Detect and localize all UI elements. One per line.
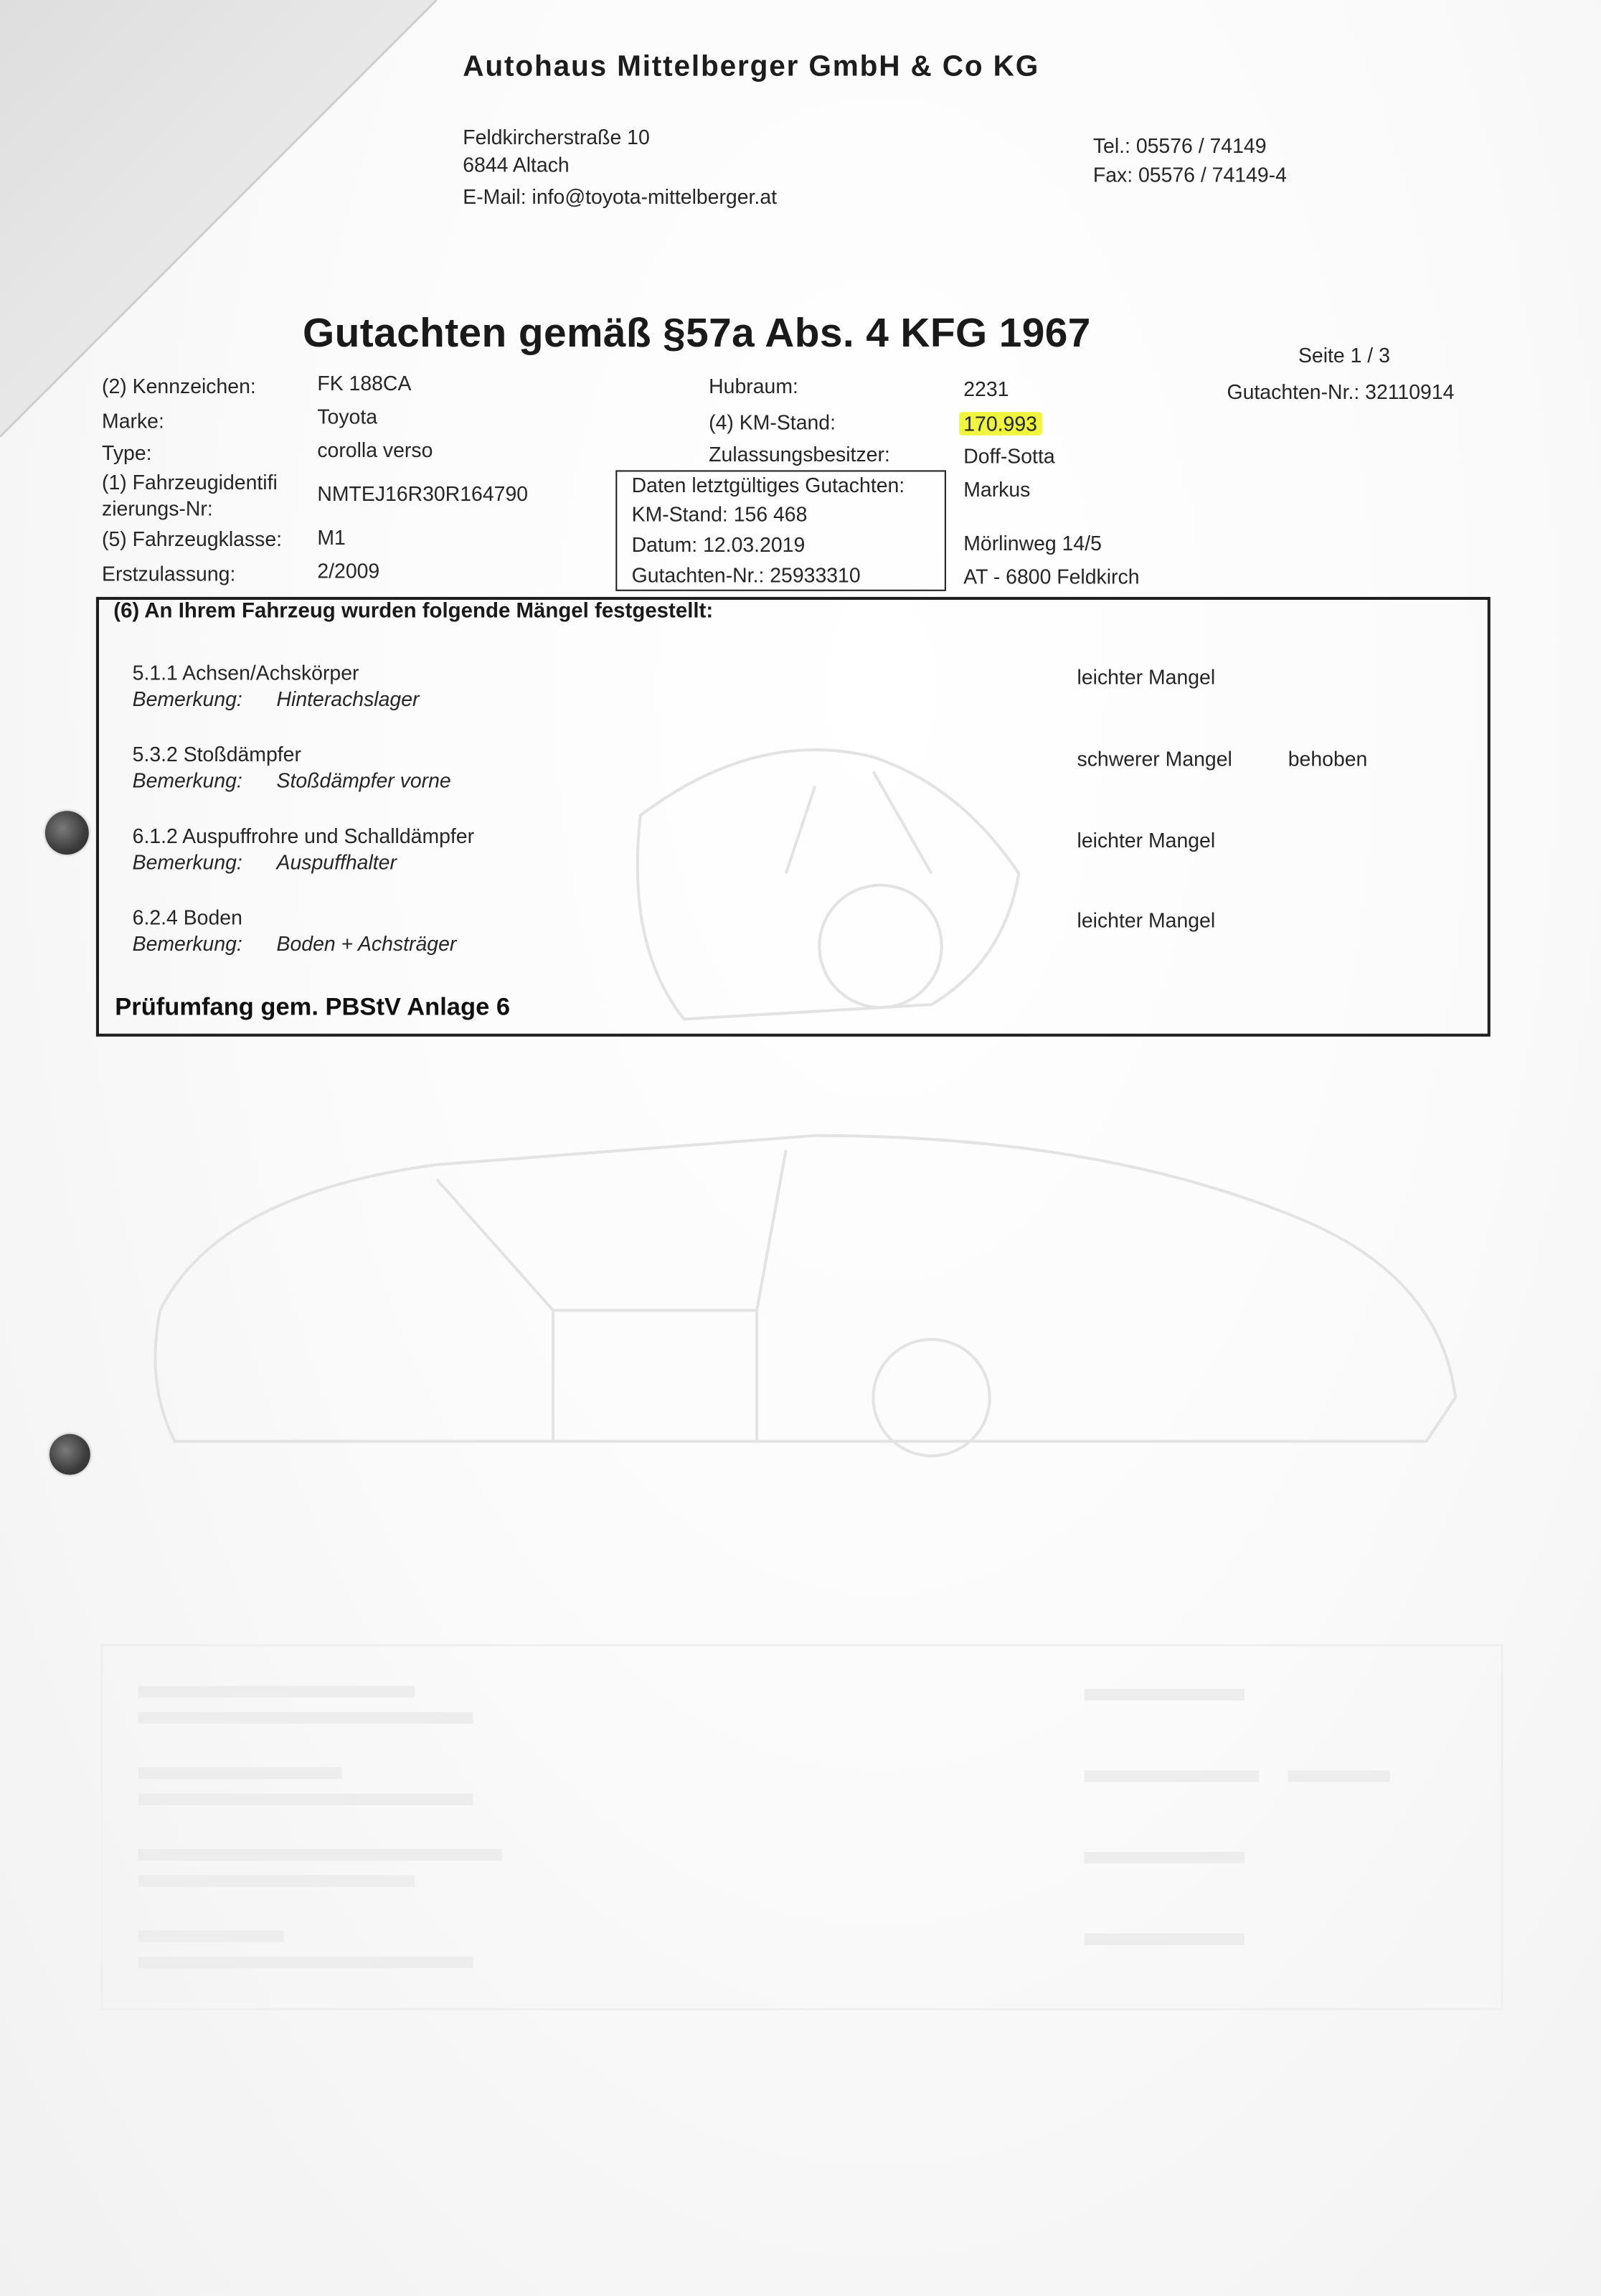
- defect-code: 6.2.4 Boden: [132, 905, 242, 929]
- type-value: corolla verso: [317, 438, 433, 462]
- defect-remark-label: Bemerkung:: [132, 687, 242, 711]
- previous-report-date: Datum: 12.03.2019: [631, 532, 806, 557]
- defect-remark-label: Bemerkung:: [132, 931, 242, 956]
- first-registration-label: Erstzulassung:: [102, 562, 236, 585]
- defect-remark: Hinterachslager: [276, 687, 420, 711]
- defects-heading: (6) An Ihrem Fahrzeug wurden folgende Mängel festgestellt:: [113, 599, 714, 624]
- defect-remark: Stoßdämpfer vorne: [276, 768, 451, 792]
- punch-hole-lower: [49, 1434, 90, 1475]
- dealer-street: Feldkircherstraße 10: [463, 125, 650, 149]
- defect-code: 6.1.2 Auspuffrohre und Schalldämpfer: [132, 824, 475, 847]
- defect-remark: Auspuffhalter: [276, 850, 397, 874]
- defect-severity: leichter Mangel: [1077, 908, 1216, 932]
- holder-city: AT - 6800 Feldkirch: [963, 565, 1140, 588]
- dealer-name: Autohaus Mittelberger GmbH & Co KG: [463, 51, 1040, 83]
- holder-surname: Doff-Sotta: [963, 443, 1055, 468]
- holder-street: Mörlinweg 14/5: [963, 531, 1102, 555]
- defect-remark-label: Bemerkung:: [132, 850, 242, 874]
- holder-label: Zulassungsbesitzer:: [709, 442, 890, 466]
- defect-severity: leichter Mangel: [1077, 665, 1216, 689]
- displacement-value: 2231: [963, 377, 1009, 400]
- dealer-email: E-Mail: info@toyota-mittelberger.at: [463, 184, 778, 209]
- previous-report-mileage: KM-Stand: 156 468: [631, 502, 808, 526]
- make-value: Toyota: [317, 405, 378, 428]
- make-label: Marke:: [102, 409, 164, 433]
- defect-remark: Boden + Achsträger: [276, 931, 457, 956]
- previous-report-heading: Daten letztgültiges Gutachten:: [631, 473, 905, 497]
- plate-value: FK 188CA: [317, 371, 412, 395]
- dealer-phone: Tel.: 05576 / 74149: [1092, 133, 1267, 158]
- report-number: Gutachten-Nr.: 32110914: [1227, 380, 1455, 404]
- vin-label-line1: (1) Fahrzeugidentifi: [102, 470, 278, 494]
- defect-code: 5.3.2 Stoßdämpfer: [132, 742, 301, 766]
- inspection-scope: Prüfumfang gem. PBStV Anlage 6: [115, 992, 511, 1021]
- dealer-fax: Fax: 05576 / 74149-4: [1092, 163, 1287, 187]
- first-registration-value: 2/2009: [317, 559, 380, 583]
- defect-severity: schwerer Mangel: [1077, 746, 1232, 771]
- holder-first-name: Markus: [963, 477, 1031, 502]
- vin-value: NMTEJ16R30R164790: [317, 481, 529, 506]
- mileage-value-highlighted: 170.993: [959, 412, 1042, 435]
- defect-remark-label: Bemerkung:: [132, 768, 242, 792]
- defect-status: behoben: [1288, 746, 1368, 771]
- vin-label-line2: zierungs-Nr:: [102, 496, 213, 520]
- defect-severity: leichter Mangel: [1077, 828, 1216, 852]
- vehicle-class-value: M1: [317, 525, 346, 549]
- mileage-label: (4) KM-Stand:: [709, 410, 836, 434]
- previous-report-number: Gutachten-Nr.: 25933310: [631, 563, 861, 587]
- page-indicator: Seite 1 / 3: [1298, 343, 1390, 367]
- type-label: Type:: [102, 441, 152, 465]
- report-title: Gutachten gemäß §57a Abs. 4 KFG 1967: [303, 310, 1091, 356]
- plate-label: (2) Kennzeichen:: [102, 374, 256, 397]
- displacement-label: Hubraum:: [709, 374, 798, 397]
- vehicle-class-label: (5) Fahrzeugklasse:: [102, 527, 283, 550]
- defect-code: 5.1.1 Achsen/Achskörper: [132, 661, 359, 684]
- punch-hole-upper: [45, 811, 89, 855]
- dealer-city: 6844 Altach: [463, 153, 570, 177]
